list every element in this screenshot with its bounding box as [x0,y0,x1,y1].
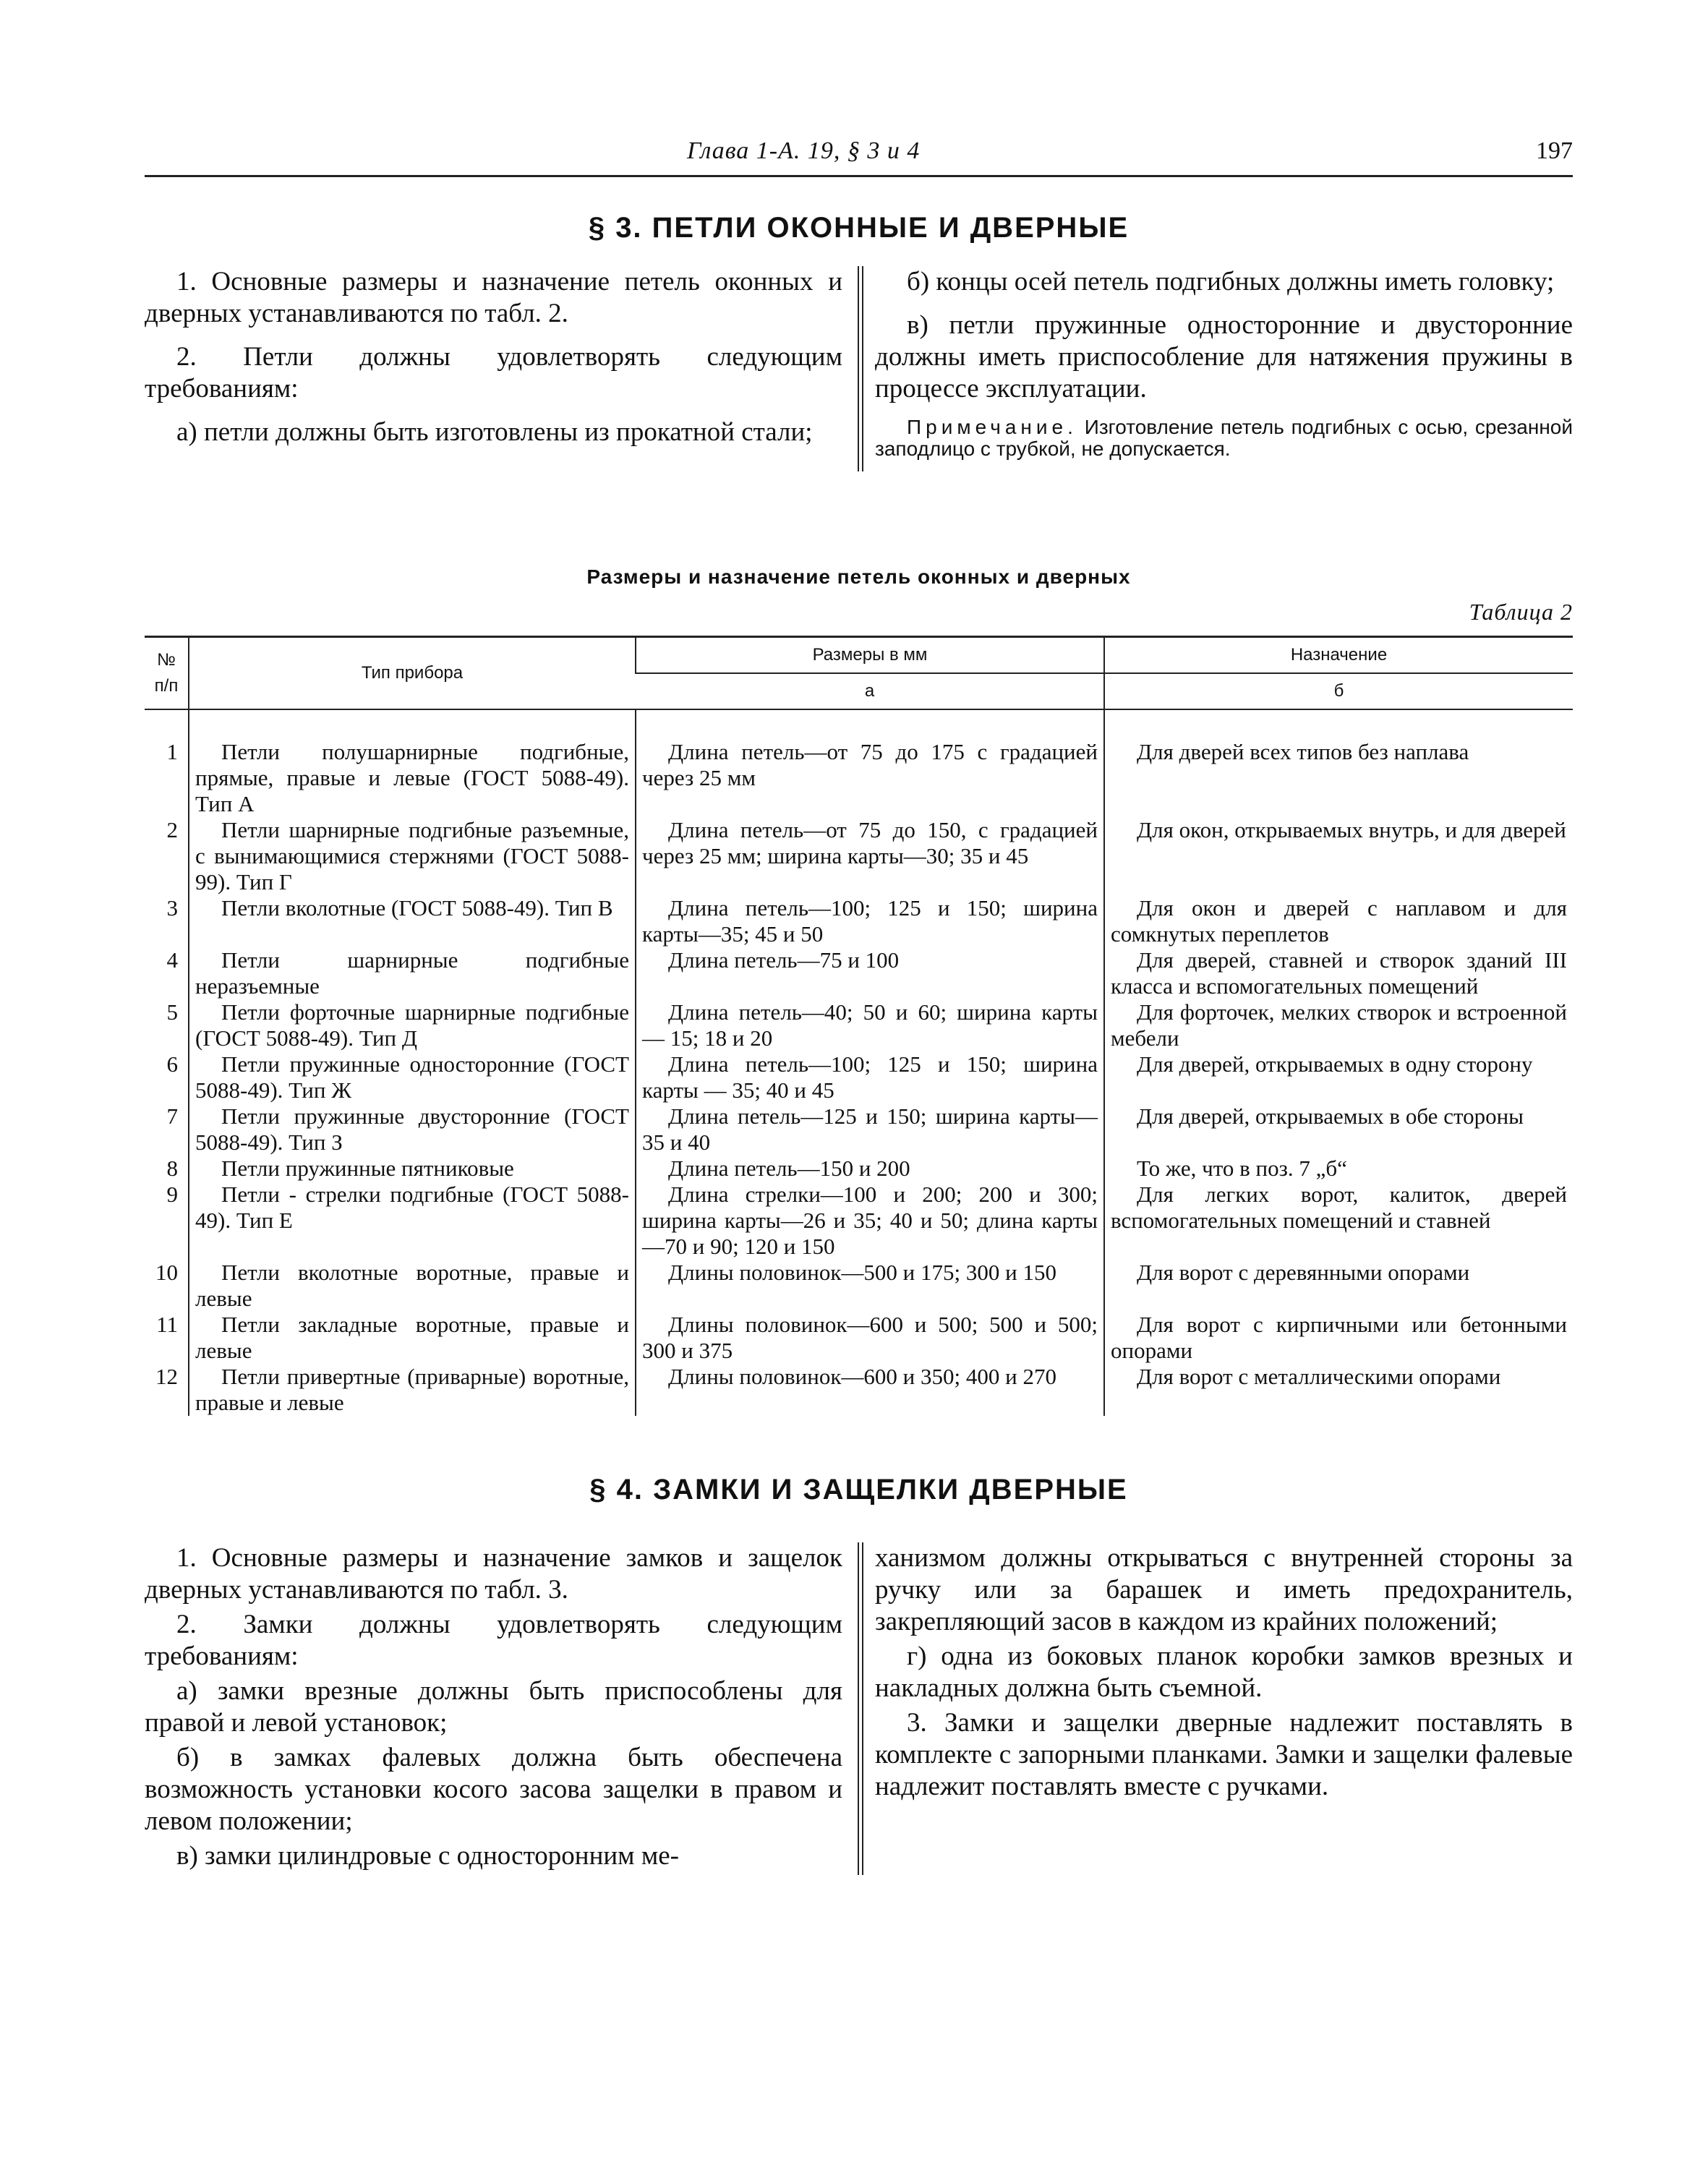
paragraph: в) замки цилиндровые с односторонним ме- [176,1841,679,1871]
row-size: Длина петель—150 и 200 [636,1156,1104,1182]
row-number: 8 [166,1156,178,1181]
section-4-body [145,1542,1573,1875]
row-type: Петли закладные воротные, правые и левые [189,1312,636,1364]
header-purpose: Назначение [1104,637,1573,674]
table-label: Таблица 2 [1469,599,1573,625]
row-purpose: То же, что в поз. 7 „б“ [1104,1156,1573,1182]
paragraph: а) замки врезные должны быть приспособлены для правой и левой установок; [145,1676,842,1738]
row-size: Длина петель—75 и 100 [636,947,1104,999]
table-row [145,895,1573,947]
row-type: Петли вколотные воротные, правые и левые [189,1260,636,1312]
row-purpose: Для окон, открываемых внутрь, и для дверей [1104,817,1573,895]
page-number: 197 [1536,137,1573,164]
row-type: Петли форточные шарнирные подгибные (ГОСТ 5088-49). Тип Д [189,999,636,1051]
row-purpose: Для форточек, мелких створок и встроенной мебели [1104,999,1573,1051]
row-number: 5 [166,999,178,1025]
row-type: Петли шарнирные подгибные неразъемные [189,947,636,999]
table-row [145,817,1573,895]
row-size: Длина петель—100; 125 и 150; ширина карты — 35; 40 и 45 [636,1051,1104,1103]
note-text: Изготовление петель подгибных с осью, срезанной заподлицо с трубкой, не допускается. [875,416,1574,460]
header-type: Тип прибора [189,637,636,710]
row-size: Длина петель—от 75 до 150, с градацией через 25 мм; ширина карты—30; 35 и 45 [636,817,1104,895]
note-label: Примечание. [907,416,1077,438]
table-row [145,1051,1573,1103]
header-sizes-sub: а [636,673,1104,709]
paragraph: 1. Основные размеры и назначение петель оконных и дверных устанавливаются по табл. 2. [145,267,842,328]
paragraph: 2. Замки должны удовлетворять следующим требованиям: [145,1610,842,1671]
row-number: 11 [156,1312,178,1337]
row-number: 7 [166,1103,178,1129]
row-number: 12 [155,1364,178,1389]
table-row [145,739,1573,817]
row-size: Длины половинок—500 и 175; 300 и 150 [636,1260,1104,1312]
row-purpose: Для ворот с кирпичными или бетонными опорами [1104,1312,1573,1364]
paragraph: б) концы осей петель подгибных должны иметь головку; [907,267,1555,296]
paragraph: а) петли должны быть изготовлены из прокатной стали; [176,417,813,447]
row-size: Длины половинок—600 и 350; 400 и 270 [636,1364,1104,1416]
row-purpose: Для дверей всех типов без наплава [1104,739,1573,817]
row-type: Петли полушарнирные подгибные, прямые, правые и левые (ГОСТ 5088-49). Тип А [189,739,636,817]
paragraph: ханизмом должны открываться с внутренней стороны за ручку или за барашек и иметь предохранитель, закрепляющий засов в каждом из крайних положений; [875,1543,1573,1636]
paragraph: 2. Петли должны удовлетворять следующим требованиям: [145,342,842,403]
row-size: Длины половинок—600 и 500; 500 и 500; 300 и 375 [636,1312,1104,1364]
row-size: Длина петель—125 и 150; ширина карты—35 и 40 [636,1103,1104,1156]
section-3-left-column [145,266,842,471]
section-4-title: § 4. ЗАМКИ И ЗАЩЕЛКИ ДВЕРНЫЕ [589,1474,1128,1506]
row-purpose: Для легких ворот, калиток, дверей вспомогательных помещений и ставней [1104,1182,1573,1260]
section-3-title: § 3. ПЕТЛИ ОКОННЫЕ И ДВЕРНЫЕ [588,212,1130,244]
header-purpose-sub: б [1104,673,1573,709]
row-number: 9 [166,1182,178,1207]
paragraph: в) петли пружинные односторонние и двусторонние должны иметь приспособление для натяжения пружины в процессе эксплуатации. [875,310,1573,403]
page [145,137,1573,1875]
row-type: Петли привертные (приварные) воротные, правые и левые [189,1364,636,1416]
column-divider [858,266,863,471]
chapter-reference: Глава 1-А. 19, § 3 и 4 [687,137,921,164]
row-purpose: Для ворот с металлическими опорами [1104,1364,1573,1416]
paragraph: 3. Замки и защелки дверные надлежит поставлять в комплекте с запорными планками. Замки и защелки фалевые надлежит поставлять вместе с ручками. [875,1708,1573,1801]
row-type: Петли пружинные односторонние (ГОСТ 5088-49). Тип Ж [189,1051,636,1103]
hinges-table [145,636,1573,1416]
row-number: 10 [155,1260,178,1285]
section-3-body [145,266,1573,471]
row-purpose: Для дверей, ставней и створок зданий III класса и вспомогательных помещений [1104,947,1573,999]
paragraph: г) одна из боковых планок коробки замков врезных и накладных должна быть съемной. [875,1641,1573,1703]
row-size: Длина петель—от 75 до 175 с градацией через 25 мм [636,739,1104,817]
row-purpose: Для ворот с деревянными опорами [1104,1260,1573,1312]
row-number: 2 [166,817,178,842]
paragraph: 1. Основные размеры и назначение замков и защелок дверных устанавливаются по табл. 3. [145,1543,842,1605]
section-4-right-column [875,1542,1573,1875]
row-number: 1 [166,739,178,764]
row-size: Длина петель—100; 125 и 150; ширина карты—35; 45 и 50 [636,895,1104,947]
table-row [145,1260,1573,1312]
table-row [145,999,1573,1051]
paragraph: б) в замках фалевых должна быть обеспечена возможность установки косого засова защелки в правом и левом положении; [145,1743,842,1836]
row-type: Петли шарнирные подгибные разъемные, с вынимающимися стержнями (ГОСТ 5088-99). Тип Г [189,817,636,895]
table-row [145,1156,1573,1182]
running-header [145,137,1573,177]
row-type: Петли пружинные пятниковые [189,1156,636,1182]
row-number: 3 [166,895,178,921]
section-3-right-column [875,266,1573,471]
table-row [145,1364,1573,1416]
row-type: Петли пружинные двусторонние (ГОСТ 5088-49). Тип З [189,1103,636,1156]
table-row [145,1182,1573,1260]
row-type: Петли - стрелки подгибные (ГОСТ 5088-49). Тип Е [189,1182,636,1260]
table-row [145,947,1573,999]
row-type: Петли вколотные (ГОСТ 5088-49). Тип В [189,895,636,947]
section-4-left-column [145,1542,842,1875]
row-purpose: Для дверей, открываемых в обе стороны [1104,1103,1573,1156]
row-purpose: Для дверей, открываемых в одну сторону [1104,1051,1573,1103]
table-row [145,1103,1573,1156]
row-number: 4 [166,947,178,973]
header-num: № п/п [154,650,179,696]
row-number: 6 [166,1051,178,1077]
row-size: Длина петель—40; 50 и 60; ширина карты — 15; 18 и 20 [636,999,1104,1051]
column-divider [858,1542,863,1875]
note [875,417,1573,460]
table-caption: Размеры и назначение петель оконных и дверных [586,565,1131,588]
row-purpose: Для окон и дверей с наплавом и для сомкнутых переплетов [1104,895,1573,947]
row-size: Длина стрелки—100 и 200; 200 и 300; ширина карты—26 и 35; 40 и 50; длина карты—70 и 90; 120 и 150 [636,1182,1104,1260]
table-row [145,1312,1573,1364]
header-sizes: Размеры в мм [636,637,1104,674]
